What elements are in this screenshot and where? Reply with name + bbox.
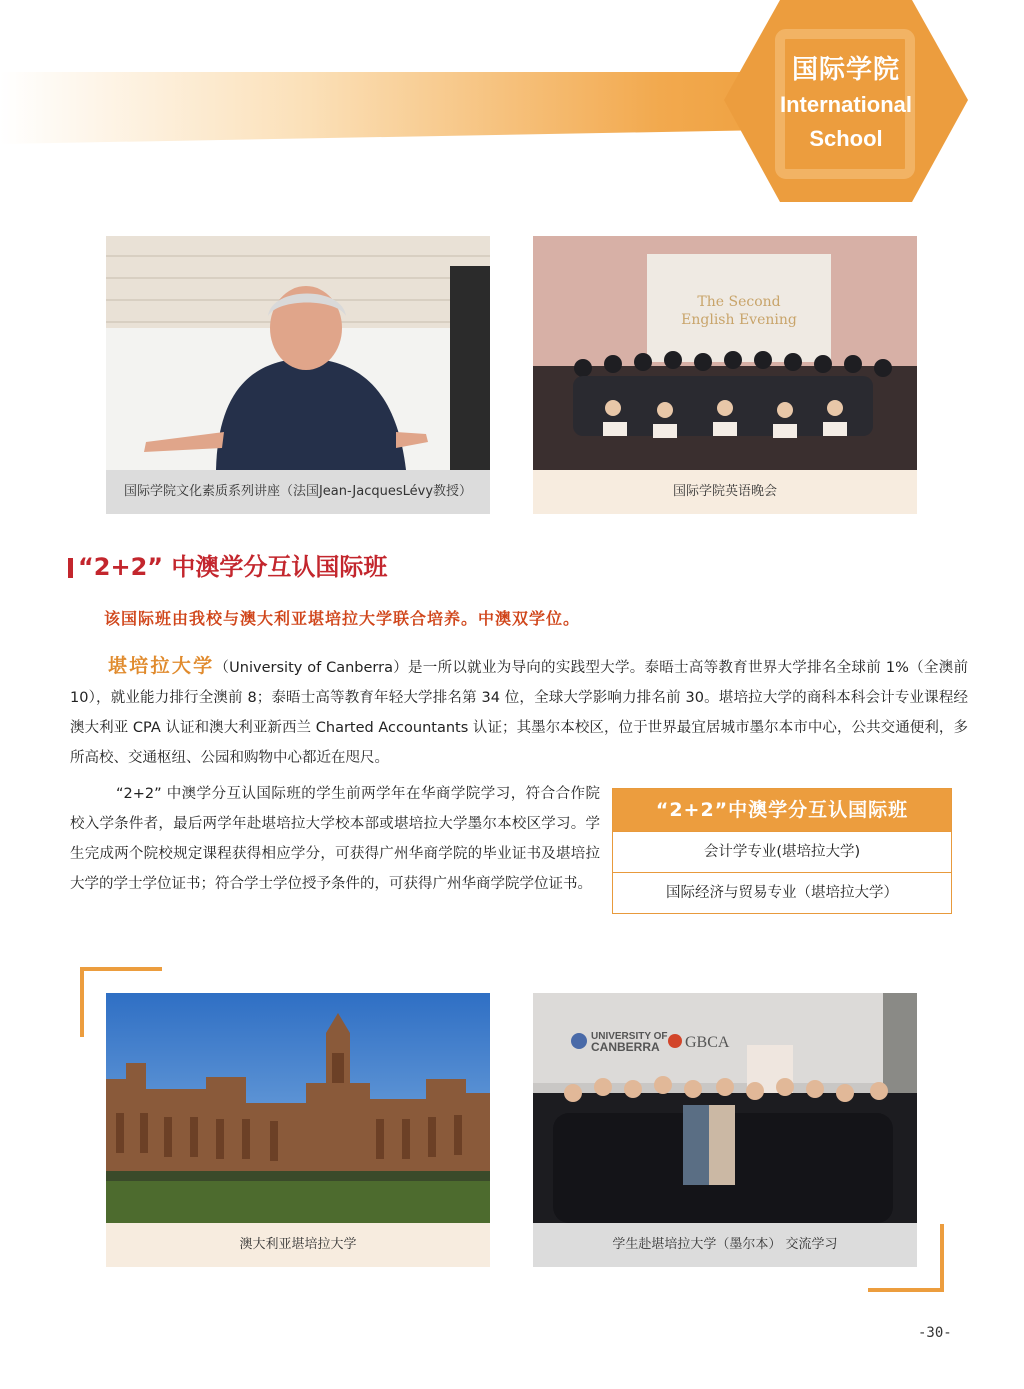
program-table-row: 国际经济与贸易专业（堪培拉大学） — [613, 872, 951, 913]
uc-logo-line1: UNIVERSITY OF — [591, 1031, 668, 1042]
body-lead-term: 堪培拉大学 — [108, 655, 215, 677]
header-title-en-1: International — [779, 92, 912, 117]
photo-exchange-caption: 学生赴堪培拉大学（墨尔本） 交流学习 — [533, 1223, 917, 1267]
uc-logo-line2: CANBERRA — [591, 1040, 660, 1054]
section-title-marker — [68, 558, 73, 578]
photo-university-caption: 澳大利亚堪培拉大学 — [106, 1223, 490, 1267]
photo-exchange-students — [533, 993, 917, 1223]
body-paragraph-1-text: （University of Canberra）是一所以就业为导向的实践型大学。泰晤士高等教育世界大学排名全球前 1%（全澳前 10），就业能力排行全澳前 8；泰晤士高等教育年轻大学排名第 34 位，全球大学影响力排名前 30。堪培拉大学的商科本科会计专业课程经澳大利亚 CPA 认证和澳大利亚新西兰 Charted Accountants 认证；其墨尔本校区，位于世界最宜居城市墨尔本市中心，公共交通便利，多所高校、交通枢纽、公园和购物中心都近在咫尺。 — [70, 660, 968, 766]
header-title — [760, 52, 932, 156]
screen-text-2: English Evening — [681, 312, 797, 328]
body-paragraph-2: “2+2” 中澳学分互认国际班的学生前两学年在华商学院学习，符合合作院校入学条件者，最后两学年赴堪培拉大学校本部或堪培拉大学墨尔本校区学习。学生完成两个院校规定课程获得相应学分，可获得广州华商学院的毕业证书及堪培拉大学的学士学位证书；符合学士学位授予条件的，可获得广州华商学院学位证书。 — [70, 786, 600, 892]
program-table-header: “2+2”中澳学分互认国际班 — [613, 789, 951, 831]
section-title: “2+2” 中澳学分互认国际班 — [78, 553, 388, 581]
photo-lecture-caption: 国际学院文化素质系列讲座（法国Jean-JacquesLévy教授） — [106, 470, 490, 514]
header-title-cn: 国际学院 — [791, 55, 900, 85]
gbca-logo-text: GBCA — [685, 1034, 730, 1051]
snowflake-logo-icon — [571, 1033, 587, 1049]
photo-english-evening — [533, 236, 917, 470]
page-number: -30- — [918, 1325, 952, 1341]
program-table-row: 会计学专业(堪培拉大学) — [613, 831, 951, 872]
photo-lecture — [106, 236, 490, 470]
program-table — [612, 788, 952, 914]
body-paragraph-1 — [70, 651, 968, 773]
header-title-en-2: School — [809, 126, 883, 151]
photo-english-evening-caption: 国际学院英语晚会 — [533, 470, 917, 514]
screen-text-1: The Second — [697, 294, 781, 310]
gbca-logo-icon — [668, 1034, 682, 1048]
photo-university-building — [106, 993, 490, 1223]
section-subtitle: 该国际班由我校与澳大利亚堪培拉大学联合培养。中澳双学位。 — [104, 609, 581, 628]
